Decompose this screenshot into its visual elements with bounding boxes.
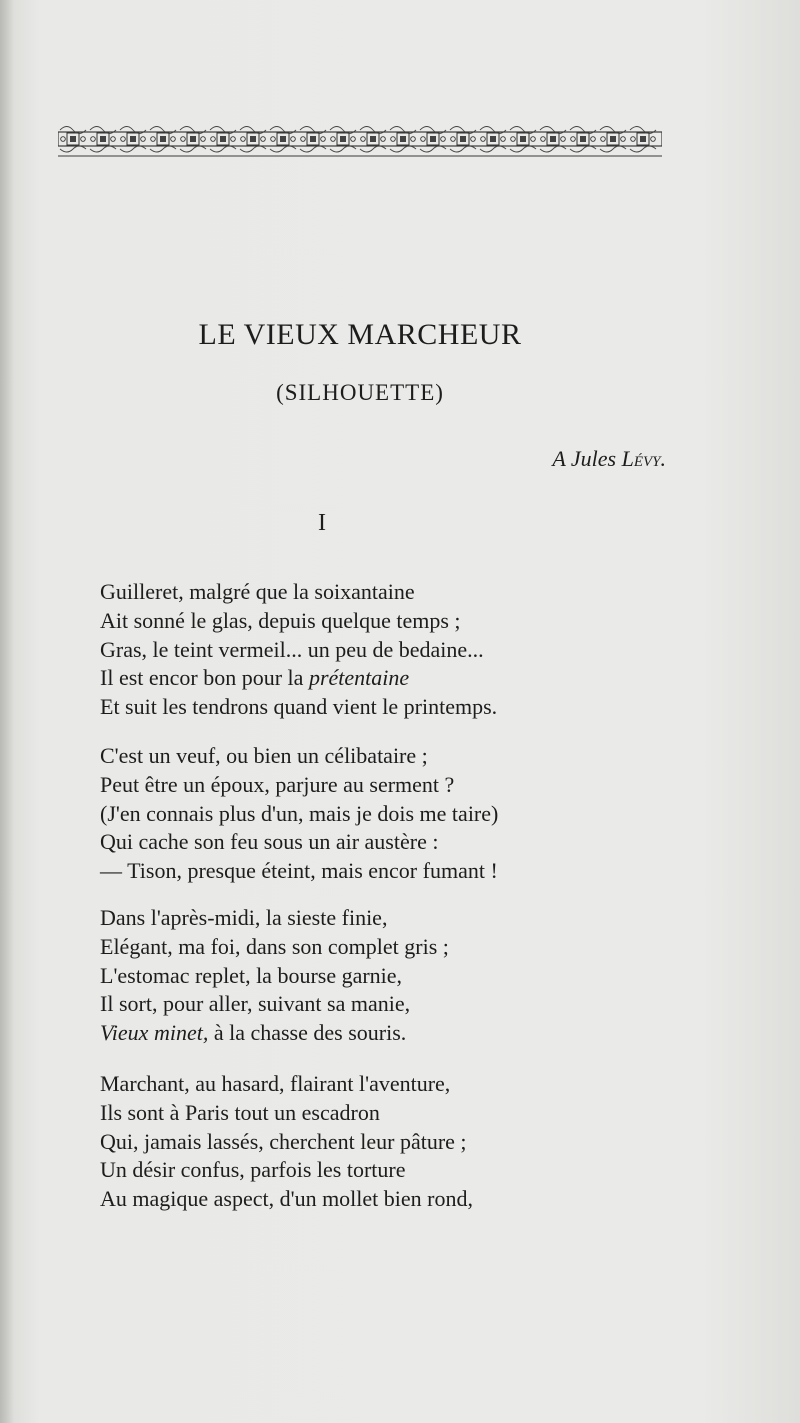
verse-line: Et suit les tendrons quand vient le printemps. [100, 694, 498, 720]
spine-shadow [0, 0, 14, 1423]
dedication-last-name: Lévy. [621, 446, 666, 471]
stanza-3 [100, 904, 449, 1048]
section-numeral: I [318, 510, 326, 536]
verse-line: Elégant, ma foi, dans son complet gris ; [100, 933, 449, 959]
stanza-1 [100, 578, 497, 722]
decorative-header-ornament-icon [58, 118, 662, 158]
verse-line: Ils sont à Paris tout un escadron [100, 1099, 380, 1125]
stanza-2 [100, 742, 498, 886]
verse-line: — Tison, presque éteint, mais encor fumant ! [100, 858, 498, 884]
italic-word: Vieux minet, [100, 1020, 209, 1046]
dedication-prefix: A [552, 446, 566, 471]
verse-line: Vieux minet, à la chasse des souris. [100, 1020, 407, 1046]
verse-line: Il sort, pour aller, suivant sa manie, [100, 991, 411, 1017]
poem-title: LE VIEUX MARCHEUR [198, 318, 522, 351]
dedication-first-name: Jules [570, 446, 617, 471]
verse-line: Qui, jamais lassés, cherchent leur pâture ; [100, 1128, 467, 1154]
poem-subtitle: (SILHOUETTE) [276, 380, 444, 405]
verse-line: Guilleret, malgré que la soixantaine [100, 579, 415, 604]
verse-line: (J'en connais plus d'un, mais je dois me taire) [100, 800, 499, 826]
verse-line: L'estomac replet, la bourse garnie, [100, 962, 403, 988]
italic-word: prétentaine [308, 665, 410, 691]
verse-line: Gras, le teint vermeil... un peu de bedaine... [100, 636, 484, 662]
verse-line: Il est encor bon pour la prétentaine [100, 665, 410, 691]
verse-line: Au magique aspect, d'un mollet bien rond, [100, 1186, 473, 1212]
verse-line: Qui cache son feu sous un air austère : [100, 829, 439, 855]
verse-line: Marchant, au hasard, flairant l'aventure, [100, 1071, 451, 1096]
dedication [552, 446, 666, 472]
stanza-4 [100, 1070, 473, 1214]
verse-line: C'est un veuf, ou bien un célibataire ; [100, 743, 428, 768]
verse-line: Peut être un époux, parjure au serment ? [100, 771, 455, 797]
verse-line: Ait sonné le glas, depuis quelque temps ; [100, 607, 461, 633]
verse-line: Dans l'après-midi, la sieste finie, [100, 905, 388, 930]
verse-line: Un désir confus, parfois les torture [100, 1157, 406, 1183]
